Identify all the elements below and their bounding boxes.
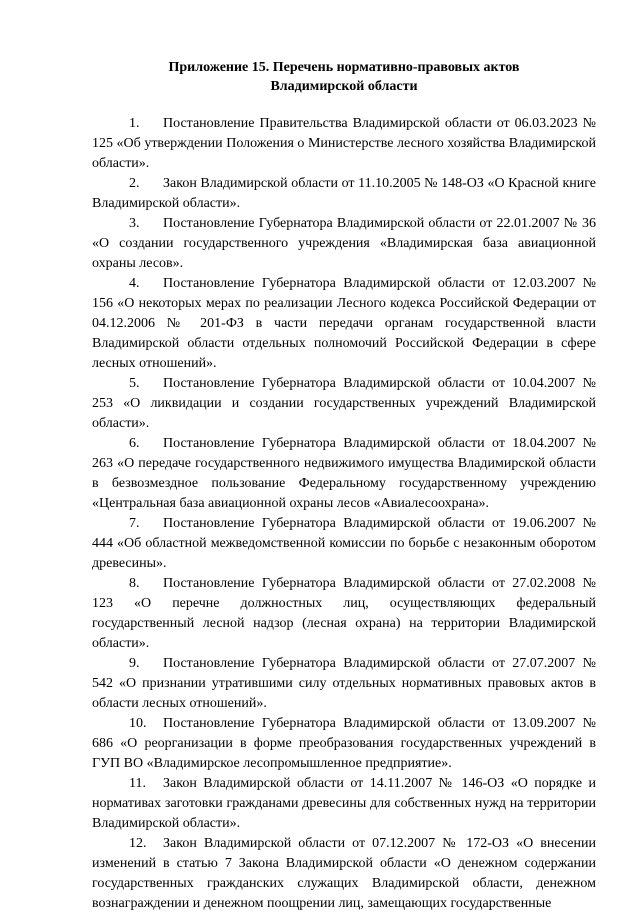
item-number: 11. bbox=[129, 776, 146, 791]
list-item bbox=[92, 174, 596, 214]
item-text: Закон Владимирской области от 07.12.2007 № 172-ОЗ «О внесении изменений в статью 7 Закона Владимирской области «О денежном содержании государственных гражданских служащих Владимирской области, денежном вознаграждении и денежном поощрении лиц, замещающих государственные bbox=[92, 836, 596, 911]
item-number: 8. bbox=[129, 576, 140, 591]
item-text: Постановление Губернатора Владимирской области от 22.01.2007 № 36 «О создании государственного учреждения «Владимирская база авиационной охраны лесов». bbox=[92, 216, 596, 271]
item-number: 12. bbox=[129, 836, 147, 851]
document-title bbox=[92, 58, 596, 96]
item-text: Постановление Губернатора Владимирской области от 27.07.2007 № 542 «О признании утратившими силу отдельных нормативных правовых актов в области лесных отношений». bbox=[92, 656, 596, 711]
item-text: Постановление Губернатора Владимирской области от 18.04.2007 № 263 «О передаче государственного недвижимого имущества Владимирской области в безвозмездное пользование Федеральному государственному учреждению «Центральная база авиационной охраны лесов «Авиалесоохрана». bbox=[92, 436, 596, 511]
document-page bbox=[92, 58, 596, 914]
item-number: 6. bbox=[129, 436, 140, 451]
list-item bbox=[92, 214, 596, 274]
item-text: Постановление Губернатора Владимирской области от 12.03.2007 № 156 «О некоторых мерах по реализации Лесного кодекса Российской Федерации от 04.12.2006 № 201-ФЗ в части передачи органам государственной власти Владимирской области отдельных полномочий Российской Федерации в сфере лесных отношений». bbox=[92, 276, 596, 371]
list-item bbox=[92, 774, 596, 834]
item-number: 7. bbox=[129, 516, 140, 531]
item-text: Закон Владимирской области от 11.10.2005 № 148-ОЗ «О Красной книге Владимирской области». bbox=[92, 176, 596, 211]
item-text: Постановление Губернатора Владимирской области от 19.06.2007 № 444 «Об областной межведомственной комиссии по борьбе с незаконным оборотом древесины». bbox=[92, 516, 596, 571]
list-item bbox=[92, 114, 596, 174]
list-item bbox=[92, 574, 596, 654]
list-item bbox=[92, 374, 596, 434]
list-item bbox=[92, 714, 596, 774]
item-text: Постановление Губернатора Владимирской области от 13.09.2007 № 686 «О реорганизации в форме преобразования государственных учреждений в ГУП ВО «Владимирское лесопромышленное предприятие». bbox=[92, 716, 596, 771]
item-text: Постановление Правительства Владимирской области от 06.03.2023 № 125 «Об утверждении Положения о Министерстве лесного хозяйства Владимирской области». bbox=[92, 116, 596, 171]
list-item bbox=[92, 434, 596, 514]
item-text: Постановление Губернатора Владимирской области от 27.02.2008 № 123 «О перечне должностных лиц, осуществляющих федеральный государственный лесной надзор (лесная охрана) на территории Владимирской области». bbox=[92, 576, 596, 651]
item-number: 9. bbox=[129, 656, 140, 671]
list-item bbox=[92, 274, 596, 374]
title-line-2: Владимирской области bbox=[270, 79, 418, 94]
item-number: 10. bbox=[129, 716, 147, 731]
title-line-1: Приложение 15. Перечень нормативно-правовых актов bbox=[168, 60, 520, 75]
item-text: Закон Владимирской области от 14.11.2007 № 146-ОЗ «О порядке и нормативах заготовки гражданами древесины для собственных нужд на территории Владимирской области». bbox=[92, 776, 596, 831]
item-text: Постановление Губернатора Владимирской области от 10.04.2007 № 253 «О ликвидации и создании государственных учреждений Владимирской области». bbox=[92, 376, 596, 431]
item-number: 2. bbox=[129, 176, 140, 191]
item-number: 1. bbox=[129, 116, 140, 131]
item-number: 5. bbox=[129, 376, 140, 391]
item-number: 4. bbox=[129, 276, 140, 291]
item-number: 3. bbox=[129, 216, 140, 231]
list-item bbox=[92, 514, 596, 574]
list-item bbox=[92, 654, 596, 714]
legal-acts-list bbox=[92, 114, 596, 914]
list-item bbox=[92, 834, 596, 914]
